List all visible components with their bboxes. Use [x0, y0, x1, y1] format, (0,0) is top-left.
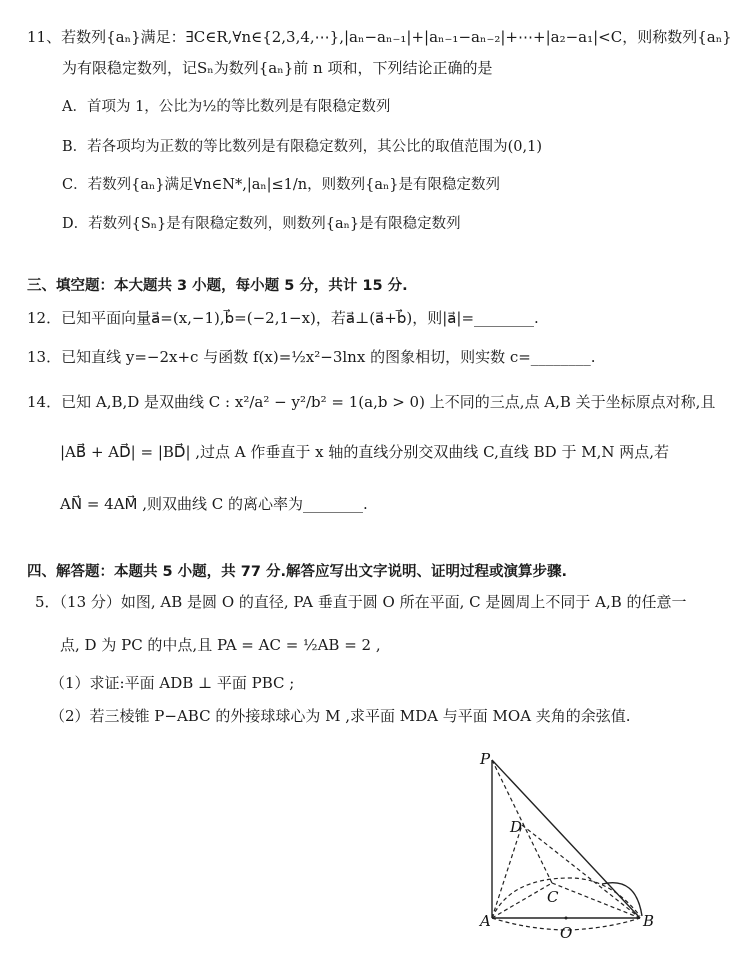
q11-option-a: A．首项为 1，公比为½的等比数列是有限稳定数列 — [62, 99, 391, 115]
q15-part2: （2）若三棱锥 P−ABC 的外接球球心为 M ,求平面 MDA 与平面 MOA 夹角的余弦值. — [50, 707, 631, 725]
q11-stem-line1: 11、若数列{aₙ}满足：∃C∈R,∀n∈{2,3,4,⋯},|aₙ−aₙ₋₁|+|aₙ₋₁−aₙ₋₂|+⋯+|a₂−a₁|<C，则称数列{aₙ} — [27, 28, 732, 46]
edge-db — [522, 825, 640, 918]
label-p: P — [480, 750, 491, 768]
q11-stem-line2: 为有限稳定数列，记Sₙ为数列{aₙ}前 n 项和，下列结论正确的是 — [62, 59, 493, 77]
circle-arc-back — [492, 878, 640, 918]
geometry-figure — [470, 748, 670, 973]
q15-part1: （1）求证:平面 ADB ⊥ 平面 PBC ; — [50, 674, 295, 692]
edge-cb — [552, 883, 640, 918]
label-a: A — [480, 912, 491, 930]
point-o — [565, 917, 568, 920]
q14-line1: 14．已知 A,B,D 是双曲线 C : x²/a² − y²/b² = 1(a,b > 0) 上不同的三点,点 A,B 关于坐标原点对称,且 — [27, 393, 716, 411]
q11-option-d: D．若数列{Sₙ}是有限稳定数列，则数列{aₙ}是有限稳定数列 — [62, 216, 461, 232]
q13-text: 13．已知直线 y=−2x+c 与函数 f(x)=½x²−3lnx 的图象相切，则实数 c=________. — [27, 348, 596, 366]
label-c: C — [547, 888, 559, 906]
label-b: B — [643, 912, 655, 930]
section4-title: 四、解答题：本题共 5 小题，共 77 分.解答应写出文字说明、证明过程或演算步骤. — [27, 564, 567, 580]
label-d: D — [510, 818, 523, 836]
edge-pb — [492, 760, 640, 918]
q11-option-b: B．若各项均为正数的等比数列是有限稳定数列，其公比的取值范围为(0,1) — [62, 139, 543, 155]
q12-text: 12．已知平面向量a⃗=(x,−1),b⃗=(−2,1−x)，若a⃗⊥(a⃗+b⃗)，则|a⃗|=________. — [27, 309, 539, 327]
section3-title: 三、填空题：本大题共 3 小题，每小题 5 分，共计 15 分. — [27, 278, 408, 294]
q15-line2: 点, D 为 PC 的中点,且 PA = AC = ½AB = 2 , — [60, 636, 381, 654]
q15-line1: 5．（13 分）如图, AB 是圆 O 的直径, PA 垂直于圆 O 所在平面, C 是圆周上不同于 A,B 的任意一 — [35, 593, 687, 611]
q14-line2: |AB⃗ + AD⃗| = |BD⃗| ,过点 A 作垂直于 x 轴的直线分别交双曲线 C,直线 BD 于 M,N 两点,若 — [60, 443, 670, 461]
q14-line3: AN⃗ = 4AM⃗ ,则双曲线 C 的离心率为________. — [60, 495, 368, 513]
edge-ad — [492, 825, 522, 918]
q11-option-c: C．若数列{aₙ}满足∀n∈N*,|aₙ|≤1/n，则数列{aₙ}是有限稳定数列 — [62, 177, 500, 193]
label-o: O — [560, 924, 573, 942]
